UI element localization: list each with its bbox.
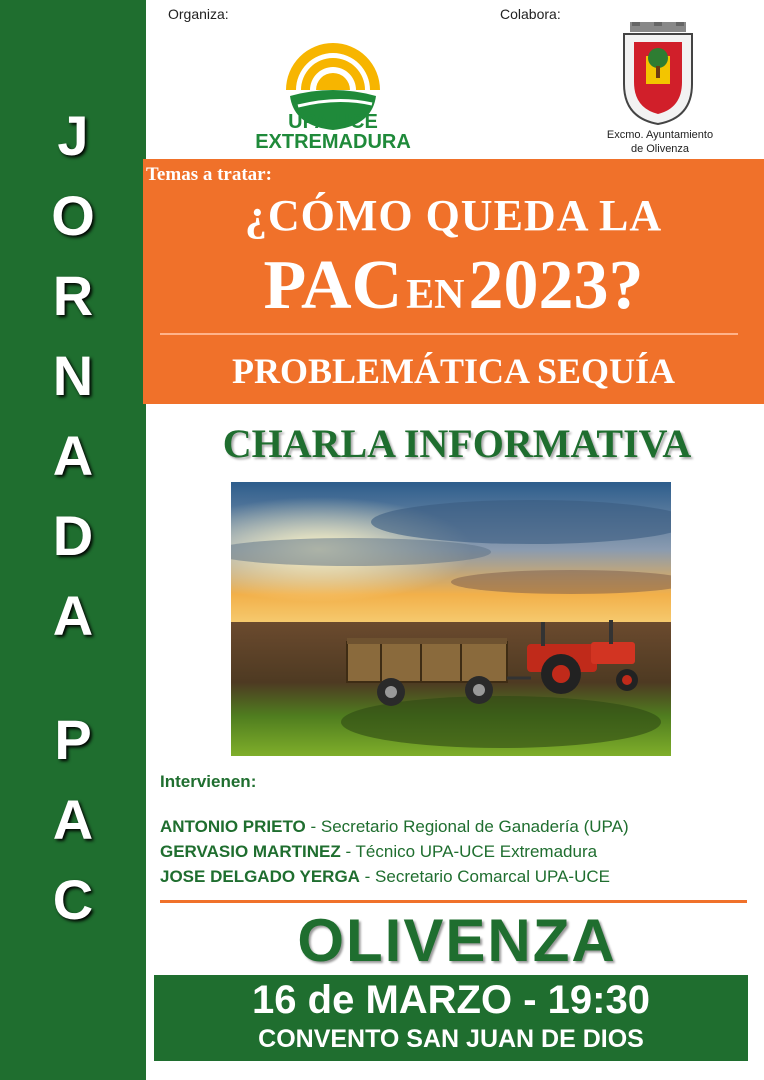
title-en: EN <box>406 272 465 318</box>
topics-subtitle: PROBLEMÁTICA SEQUÍA <box>231 351 676 391</box>
vertical-title <box>0 96 146 940</box>
event-type-heading: CHARLA INFORMATIVA <box>222 421 692 466</box>
event-city: OLIVENZA <box>297 907 617 974</box>
vertical-letter: A <box>52 584 94 647</box>
ayuntamiento-line1: Excmo. Ayuntamiento <box>606 129 714 141</box>
speaker-name: GERVASIO MARTINEZ <box>160 842 341 861</box>
vertical-letter: A <box>52 788 94 851</box>
vertical-letter: O <box>51 184 95 247</box>
event-venue: CONVENTO SAN JUAN DE DIOS <box>258 1025 644 1053</box>
speakers-label: Intervienen: <box>160 772 257 791</box>
speaker-row <box>160 842 597 862</box>
upa-name-line2: EXTREMADURA <box>255 131 411 153</box>
vertical-letter: C <box>52 868 94 931</box>
ayuntamiento-line2: de Olivenza <box>630 143 690 155</box>
tractor-field-photo <box>231 482 671 756</box>
title-line2 <box>143 246 764 326</box>
vertical-letter: R <box>52 264 94 327</box>
title-line1: ¿CÓMO QUEDA LA <box>244 191 663 240</box>
speaker-role: - Técnico UPA-UCE Extremadura <box>340 842 598 861</box>
vertical-letter: J <box>57 104 89 167</box>
speaker-row <box>160 817 629 837</box>
speaker-role: - Secretario Comarcal UPA-UCE <box>359 867 610 886</box>
speaker-name: JOSE DELGADO YERGA <box>160 867 360 886</box>
organiza-label: Organiza: <box>168 6 229 22</box>
speaker-role: - Secretario Regional de Ganadería (UPA) <box>305 817 629 836</box>
event-datetime: 16 de MARZO - 19:30 <box>252 978 650 1022</box>
vertical-letter: P <box>54 708 92 771</box>
title-year: 2023? <box>468 247 644 324</box>
vertical-letter: D <box>52 504 94 567</box>
topics-label: Temas a tratar: <box>146 164 272 185</box>
title-pac: PAC <box>263 247 403 324</box>
upa-name-line1: UPA-UCE <box>288 111 378 133</box>
colabora-label: Colabora: <box>500 6 561 22</box>
section-rule <box>160 900 747 903</box>
speaker-name: ANTONIO PRIETO <box>160 817 306 836</box>
speaker-row <box>160 867 610 887</box>
vertical-letter: A <box>52 424 94 487</box>
vertical-letter: N <box>52 344 94 407</box>
banner-divider <box>160 333 738 335</box>
olivenza-crest-icon <box>610 22 706 126</box>
